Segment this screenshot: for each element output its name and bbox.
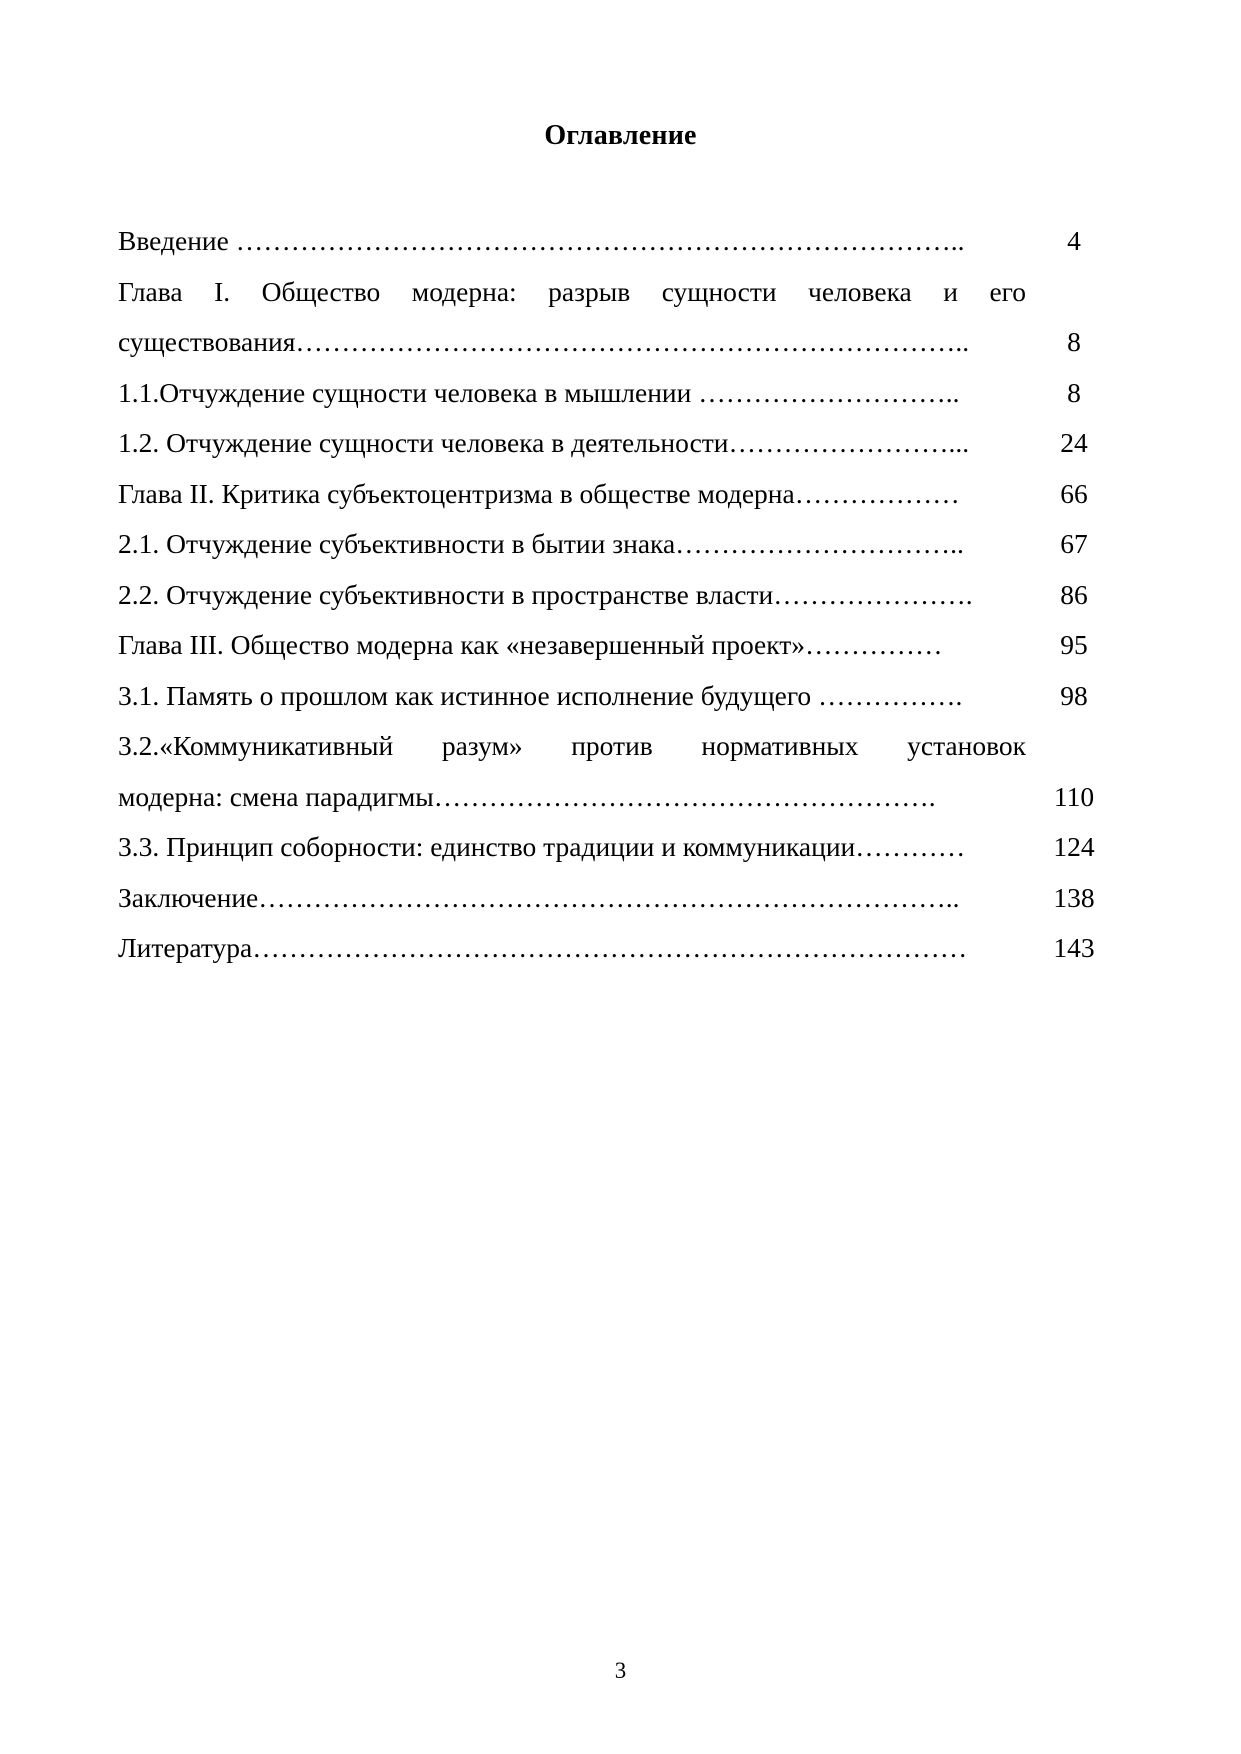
toc-entry-section-3-1 [118,671,1118,722]
toc-entry-text: 1.2. Отчуждение сущности человека в деятельности……………………... [118,427,970,458]
toc-entry-text: 2.1. Отчуждение субъективности в бытии знака………………………….. [118,528,964,559]
toc-entry-page: 95 [1060,629,1088,660]
toc-entry-text: 3.3. Принцип соборности: единство традиции и коммуникации………… [118,831,966,862]
toc-entry-page: 67 [1060,528,1088,559]
toc-entry-text: Заключение………………………………………………………………….. [118,881,960,913]
toc-title: Оглавление [544,120,697,151]
toc-entry-text: 1.1.Отчуждение сущности человека в мышлении ……………………….. [118,376,960,408]
toc-entry-section-3-2-line-2 [118,772,1118,823]
toc-entry-text: модерна: смена парадигмы………………………………………………. [118,780,936,812]
toc-entry-page: 4 [1067,225,1081,256]
toc-entry-section-2-2 [118,570,1118,621]
toc-entry-text: Глава II. Критика субъектоцентризма в обществе модерна……………… [118,477,960,509]
toc-entry-chapter-2 [118,469,1118,520]
toc-entry-section-2-1 [118,519,1118,570]
toc-entry-page: 66 [1060,477,1088,509]
toc-entry-page: 8 [1067,326,1081,357]
toc-entry-page: 98 [1060,679,1088,711]
toc-entry-page: 138 [1053,881,1095,913]
toc-entry-section-1-2 [118,418,1118,469]
toc-entry-conclusion [118,873,1118,924]
toc-entry-text: существования……………………………………………………………….. [118,326,970,357]
toc-entry-text: Введение …………………………………………………………………….. [118,225,965,256]
toc-entry-text: Литература…………………………………………………………………… [118,932,968,963]
toc-entry-chapter-3 [118,620,1118,671]
toc-entry-text: Глава I. Общество модерна: разрыв сущности человека и его [118,275,1026,307]
toc-entry-text: Глава III. Общество модерна как «незавершенный проект»…………… [118,629,943,660]
toc-entry-page: 143 [1053,932,1095,963]
toc-entry-page: 24 [1060,427,1088,458]
toc-entry-text: 3.2.«Коммуникативный разум» против нормативных установок [118,730,1026,761]
toc-entry-introduction [118,216,1118,267]
table-of-contents [118,216,1118,974]
toc-entry-chapter-1-line-2 [118,317,1118,368]
toc-entry-chapter-1-line-1 [118,267,1118,318]
toc-entry-literature [118,923,1118,974]
toc-entry-text: 2.2. Отчуждение субъективности в пространстве власти…………………. [118,578,973,610]
toc-entry-page: 86 [1060,578,1088,610]
toc-entry-section-3-3 [118,822,1118,873]
toc-entry-text: 3.1. Память о прошлом как истинное исполнение будущего ……………. [118,679,963,711]
toc-entry-page: 110 [1053,780,1095,812]
toc-entry-section-3-2-line-1 [118,721,1118,772]
page-number: 3 [614,1658,627,1683]
toc-entry-page: 8 [1067,376,1081,408]
toc-entry-section-1-1 [118,368,1118,419]
toc-entry-page: 124 [1053,831,1095,862]
